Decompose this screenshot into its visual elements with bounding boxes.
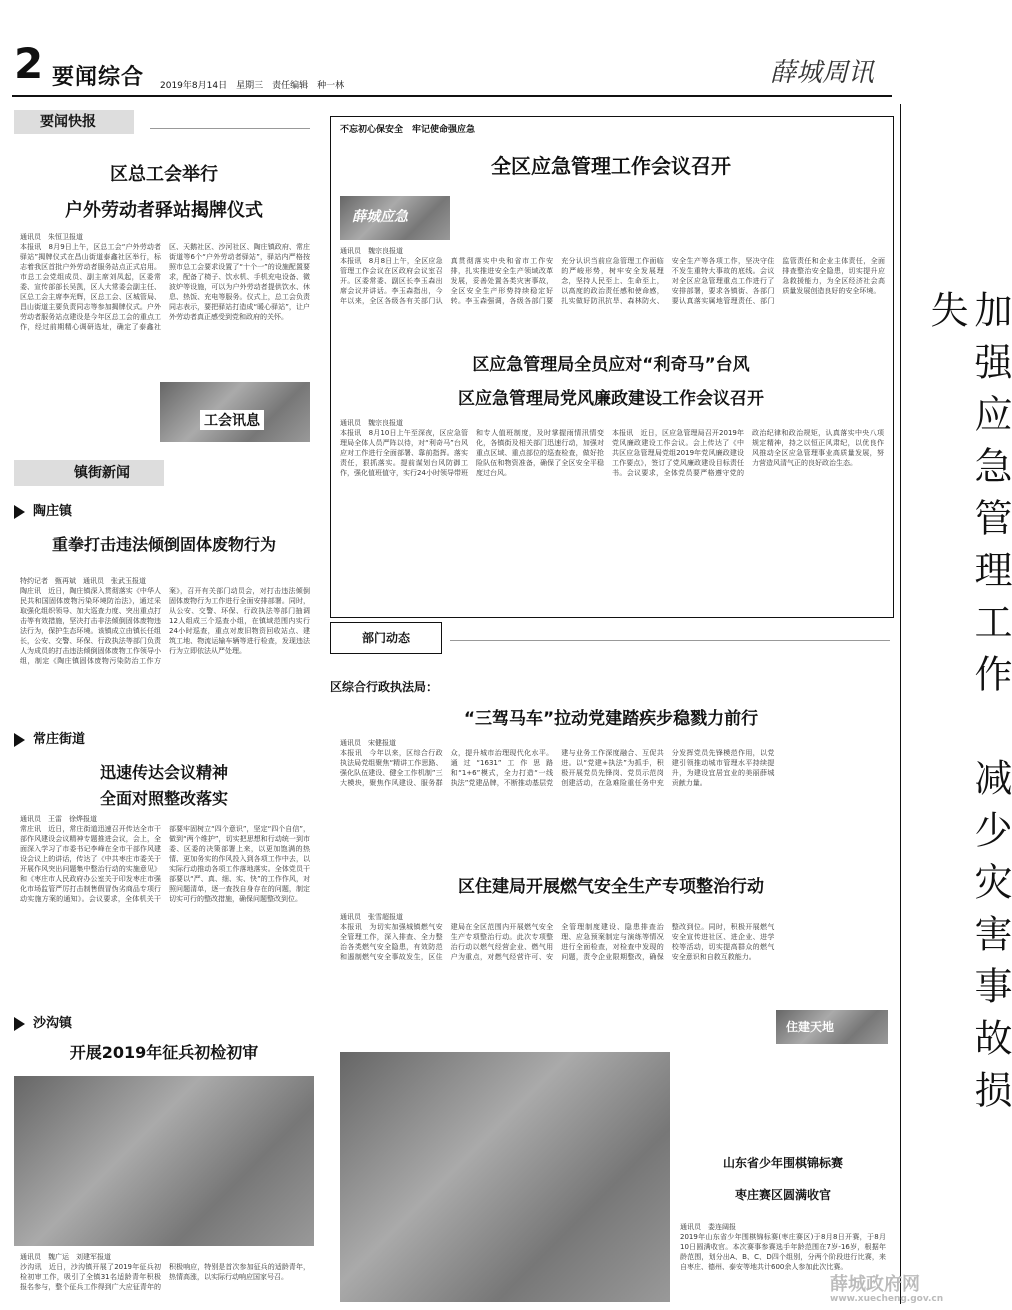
town-name: 沙沟镇	[33, 1016, 73, 1031]
vertical-slogan: 加强应急管理工作 减少灾害事故损失	[924, 290, 1012, 1122]
emergency-logo-text: 薛城应急	[352, 209, 408, 225]
article-byline: 通讯员 张雪超报道	[340, 913, 403, 921]
article-byline: 通讯员 朱恒卫报道	[20, 233, 83, 241]
town-heading	[14, 1012, 72, 1031]
article-body: 本报讯 近日，区应急管理局召开2019年党风廉政建设工作会议。会上传达了《中共区应急管理局党组2019年党风廉政建设工作要点》，签订了党风廉政建设目标责任书。会议要求，全体党员要严格遵守党的政治纪律和政治规矩，认真落实中央八项规定精神，持之以恒正风肃纪，以优良作风推动全区应急管理事业高质量发展，努力营造风清气正的良好政治生态。	[612, 429, 884, 477]
article-title: 全区应急管理工作会议召开	[491, 154, 731, 178]
article-byline: 通讯员 娄连阔报	[680, 1223, 736, 1231]
zhenjie-label: 镇街新闻	[14, 460, 164, 486]
article-body: 本报讯 为切实加强城镇燃气安全管理工作，深入排查、全力整治各类燃气安全隐患，有效防范和遏制燃气安全事故发生，区住建局在全区范围内开展燃气安全生产专项整治行动。此次专项整治行动以燃气经营企业、燃气用户为重点，对燃气经营许可、安全管理制度建设、隐患排查治理、应急预案制定与演练等情况进行全面检查，对检查中发现的问题，责令企业限期整改，确保整改到位。同时，积极开展燃气安全宣传进社区、进企业、进学校等活动，切实提高群众的燃气安全意识和自救互救能力。	[340, 923, 775, 961]
triangle-marker-icon	[14, 733, 25, 747]
article-title: 户外劳动者驿站揭牌仪式	[65, 200, 263, 221]
section-divider	[450, 640, 890, 641]
article-title: 区应急管理局全员应对“利奇马”台风	[472, 355, 750, 375]
article-body: 本报讯 今年以来，区综合行政执法局党组聚焦“精讲工作思路、强化队伍建设、健全工作机制”三大模块，聚焦作风建设、服务群众，提升城市治理现代化水平。通过“1631”工作思路和“1+6”模式，全力打造“一线执法”党建品牌，不断推动基层党建与业务工作深度融合、互促共进。以“党建+执法”为抓手，积极开展党员先锋岗、党员示范岗创建活动，在急难险重任务中充分发挥党员先锋模范作用，以党建引领推动城市管理水平持续提升，为建设宜居宜业的美丽薛城贡献力量。	[340, 749, 775, 787]
bumen-label: 部门动态	[330, 622, 442, 654]
article-body: 常庄讯 近日，常庄街道迅速召开传达全市干部作风建设会议精神专题推进会议，会上，全面深入学习了市委书记李峰在全市干部作风建设会议上的讲话，传达了《中共枣庄市委关于开展作风突出问题集中整治行动的实施意见》和《枣庄市人民政府办公室关于印发枣庄市强化市场监管严厉打击制售假冒伪劣商品专项行动实施方案的通知》。会议要求，全体机关干部要牢固树立“四个意识”，坚定“四个自信”，做到“两个维护”，切实把思想和行动统一到市委、区委的决策部署上来，以更加饱满的热情、更加务实的作风投入到各项工作中去，以实际行动推动各项工作落地落实。全体党员干部要以“严、真、细、实、快”的工作作风，对照问题清单，逐一查找自身存在的问题，制定切实可行的整改措施，确保问题整改到位。	[20, 825, 310, 903]
article-body: 沙沟讯 近日，沙沟镇开展了2019年征兵初检初审工作，吸引了全镇31名适龄青年积极报名参与，整个征兵工作得到广大应征青年的积极响应，特别是首次参加征兵的适龄青年，热情高涨，以实际行动响应国家号召。	[20, 1263, 310, 1291]
article-body: 陶庄讯 近日，陶庄镇深入贯彻落实《中华人民共和国固体废物污染环境防治法》，通过采取强化组织领导、加大巡查力度、突出重点打击等有效措施，坚决打击非法倾倒固体废物违法行为，保护生态环境。该镇成立由镇长任组长，公安、交警、环保、行政执法等部门负责人为成员的打击违法倾倒固体废物工作领导小组，制定《陶庄镇固体废物污染防治工作方案》，召开有关部门动员会，对打击违法倾倒固体废物行为工作进行全面安排部署。同时，从公安、交警、环保、行政执法等部门抽调12人组成三个巡查小组，在镇域范围内实行24小时巡查，重点对废旧物资回收站点、建筑工地、物流运输车辆等进行检查，发现违法行为立即依法从严处理。	[20, 587, 310, 665]
article-byline: 通讯员 魏宗良报道	[340, 419, 403, 427]
conscription-photo	[14, 1076, 314, 1246]
article-title: “三驾马车”拉动党建踏疾步稳戮力前行	[463, 709, 759, 729]
town-name: 陶庄镇	[33, 504, 73, 519]
watermark-site-name: 薛城政府网	[830, 1274, 920, 1295]
article-body: 本报讯 8月9日上午，区总工会“户外劳动者驿站”揭牌仪式在昌山街道泰鑫社区举行，标志着我区首批户外劳动者服务站点正式启用。市总工会党组成员、副主席刘凤起，区委常委、宣传部部长吴凯，区人大常委会副主任、区总工会主席李光辉，区总工会、区城管局、昌山街道主要负责同志等参加揭牌仪式。户外劳动者服务站点建设是今年区总工会的重点工作，经过前期精心调研选址，确定了泰鑫社区、天鹅社区、沙河社区、陶庄镇政府、常庄街道等6个“户外劳动者驿站”，驿站内严格按照市总工会要求设置了“十个一”的设施配置要求，配备了椅子、饮水机、手机充电设备、微波炉等设施，可以为户外劳动者提供饮水、休息、热饭、充电等服务。仪式上，总工会负责同志表示，要把驿站打造成“暖心驿站”，让户外劳动者真正感受到党和政府的关怀。	[20, 243, 310, 331]
article-title: 山东省少年围棋锦标赛	[722, 1156, 843, 1170]
town-name: 常庄街道	[33, 732, 86, 747]
section-title: 要闻综合	[52, 65, 145, 90]
article-title: 区住建局开展燃气安全生产专项整治行动	[458, 877, 764, 897]
column-divider	[900, 104, 901, 1304]
article-title: 开展2019年征兵初检初审	[69, 1043, 259, 1062]
article-body: 本报讯 8月10日上午至深夜，区应急管理局全体人员严阵以待，对“利奇马”台风应对工作进行全面部署、靠前指挥。落实责任，狠抓落实。提前谋划台风防御工作，强化值班值守，实行24小时领导带班和专人值班制度，及时掌握雨情汛情变化，各镇街及相关部门迅速行动，加强对重点区域、重点部位的巡查检查，做好抢险队伍和物资准备，确保了全区安全平稳度过台风。	[340, 429, 604, 477]
newspaper-logo: 薛城周讯	[770, 58, 875, 88]
section-divider	[150, 128, 310, 129]
town-heading	[14, 728, 85, 747]
kuaibao-label: 要闻快报	[14, 110, 134, 134]
town-heading	[14, 500, 72, 519]
article-byline: 通讯员 王雷 徐烨报道	[20, 815, 97, 823]
go-tournament-photo	[340, 1052, 670, 1302]
article-byline: 通讯员 魏广运 刘建军报道	[20, 1253, 111, 1261]
article-title: 重拳打击违法倾倒固体废物行为	[51, 535, 276, 554]
article-byline: 通讯员 魏宗良报道	[340, 247, 403, 255]
article-body: 本报讯 8月8日上午，全区应急管理工作会议在区政府会议室召开。区委常委、副区长李玉森出席会议并讲话。李玉森指出，今年以来，全区各级各有关部门认真贯彻落实中央和省市工作安排，扎实推进安全生产领域改革发展，妥善处置各类灾害事故，全区安全生产形势持续稳定好转。李玉森强调，各级各部门要充分认识当前应急管理工作面临的严峻形势，树牢安全发展理念，坚持人民至上、生命至上，以高度的政治责任感和使命感，扎实做好防汛抗旱、森林防火、安全生产等各项工作，坚决守住不发生重特大事故的底线。会议对全区应急管理重点工作进行了安排部署，要求各镇街、各部门要认真落实属地管理责任、部门监管责任和企业主体责任，全面排查整治安全隐患，切实提升应急救援能力，为全区经济社会高质量发展创造良好的安全环境。	[340, 257, 885, 305]
article-title: 枣庄赛区圆满收官	[734, 1188, 831, 1202]
gonghui-label: 工会讯息	[200, 410, 264, 430]
article-byline: 通讯员 宋健报道	[340, 739, 396, 747]
triangle-marker-icon	[14, 1017, 25, 1031]
article-byline: 特约记者 甄再斌 通讯员 张武玉报道	[20, 577, 146, 585]
page-number: 2	[14, 39, 44, 88]
article-title: 全面对照整改落实	[99, 789, 228, 808]
article-body: 2019年山东省少年围棋锦标赛(枣庄赛区)于8月8日开赛，于8月10日圆满收官。本次赛事参赛选手年龄范围在7岁-16岁，根据年龄范围，划分出A、B、C、D四个组别，分两个阶段进行比赛，来自枣庄、德州、泰安等地共计600余人参加此次比赛。	[680, 1233, 886, 1271]
article-title: 迅速传达会议精神	[99, 763, 228, 782]
header-rule	[12, 95, 892, 97]
zhujian-logo-text: 住建天地	[786, 1020, 835, 1034]
feature-kicker: 不忘初心保安全 牢记使命强应急	[340, 125, 476, 135]
watermark-url: www.xuecheng.gov.cn	[830, 1294, 944, 1304]
issue-meta: 2019年8月14日 星期三 责任编辑 种一林	[160, 81, 345, 91]
article-title: 区总工会举行	[110, 164, 218, 185]
triangle-marker-icon	[14, 505, 25, 519]
article-title: 区应急管理局党风廉政建设工作会议召开	[458, 389, 764, 409]
article-kicker: 区综合行政执法局：	[330, 680, 439, 694]
